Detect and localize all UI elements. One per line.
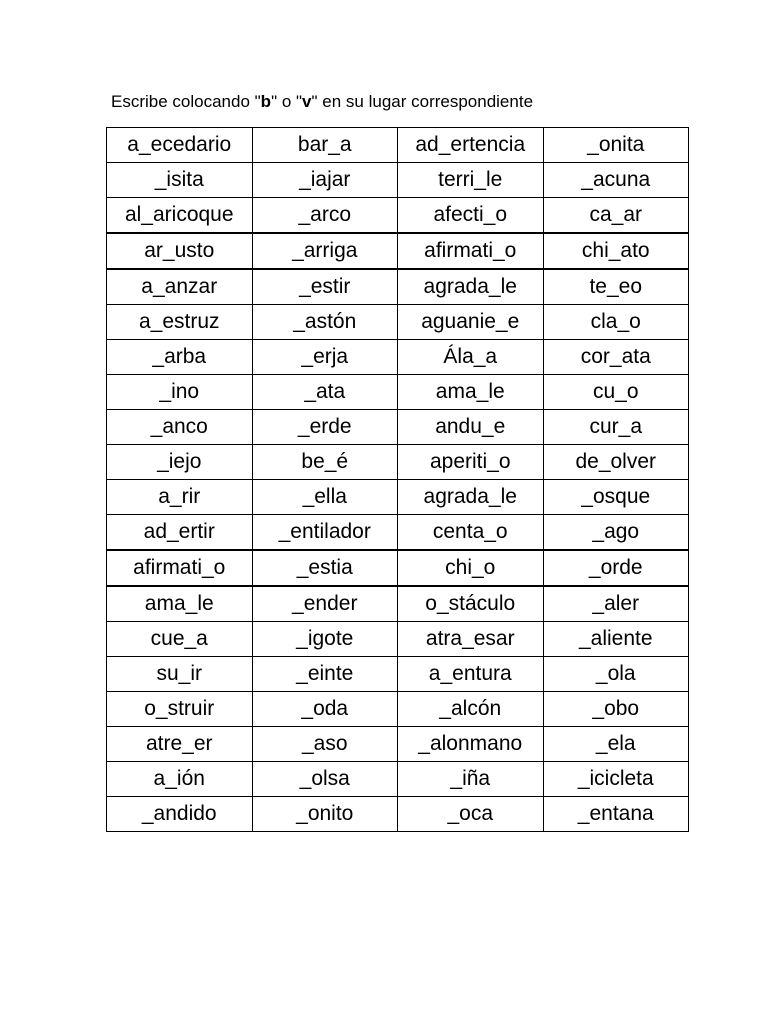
word-cell: andu_e <box>398 410 544 445</box>
word-cell: _acuna <box>543 163 689 198</box>
table-row <box>107 198 689 234</box>
word-cell: _isita <box>107 163 253 198</box>
word-cell: terri_le <box>398 163 544 198</box>
word-cell: ad_ertencia <box>398 128 544 163</box>
word-cell: _olsa <box>252 762 398 797</box>
instruction-letter-b: b <box>260 92 272 111</box>
word-cell: a_entura <box>398 657 544 692</box>
word-cell: _ola <box>543 657 689 692</box>
word-cell: chi_ato <box>543 233 689 269</box>
word-cell: bar_a <box>252 128 398 163</box>
word-cell: _entana <box>543 797 689 832</box>
word-cell: _iajar <box>252 163 398 198</box>
word-cell: _ago <box>543 515 689 551</box>
instruction-middle: " o " <box>271 92 303 111</box>
word-cell: _einte <box>252 657 398 692</box>
word-cell: _iejo <box>107 445 253 480</box>
word-cell: _alcón <box>398 692 544 727</box>
word-cell: atre_er <box>107 727 253 762</box>
table-row <box>107 692 689 727</box>
word-cell: _orde <box>543 550 689 586</box>
word-cell: a_ión <box>107 762 253 797</box>
word-table <box>106 127 689 832</box>
word-cell: a_ecedario <box>107 128 253 163</box>
table-row <box>107 233 689 269</box>
word-cell: a_rir <box>107 480 253 515</box>
word-cell: _anco <box>107 410 253 445</box>
word-cell: cur_a <box>543 410 689 445</box>
word-cell: ar_usto <box>107 233 253 269</box>
table-row <box>107 480 689 515</box>
table-row <box>107 305 689 340</box>
word-cell: _erde <box>252 410 398 445</box>
word-cell: _astón <box>252 305 398 340</box>
table-row <box>107 586 689 622</box>
table-row <box>107 269 689 305</box>
word-cell: _onita <box>543 128 689 163</box>
word-cell: afirmati_o <box>107 550 253 586</box>
word-table-body <box>107 128 689 832</box>
table-row <box>107 622 689 657</box>
word-cell: _arriga <box>252 233 398 269</box>
word-cell: _entilador <box>252 515 398 551</box>
word-cell: ama_le <box>107 586 253 622</box>
table-row <box>107 163 689 198</box>
word-cell: _estir <box>252 269 398 305</box>
word-cell: _aso <box>252 727 398 762</box>
table-row <box>107 550 689 586</box>
word-cell: _erja <box>252 340 398 375</box>
word-cell: o_struir <box>107 692 253 727</box>
instruction-after: " en su lugar correspondiente <box>311 92 534 111</box>
word-cell: afecti_o <box>398 198 544 234</box>
word-cell: _igote <box>252 622 398 657</box>
table-row <box>107 515 689 551</box>
word-cell: _alonmano <box>398 727 544 762</box>
word-cell: _osque <box>543 480 689 515</box>
word-cell: ca_ar <box>543 198 689 234</box>
word-cell: al_aricoque <box>107 198 253 234</box>
word-cell: cor_ata <box>543 340 689 375</box>
word-cell: _aler <box>543 586 689 622</box>
word-cell: afirmati_o <box>398 233 544 269</box>
word-cell: aguanie_e <box>398 305 544 340</box>
word-cell: centa_o <box>398 515 544 551</box>
word-cell: cla_o <box>543 305 689 340</box>
word-cell: agrada_le <box>398 269 544 305</box>
word-cell: ad_ertir <box>107 515 253 551</box>
table-row <box>107 657 689 692</box>
word-cell: _arco <box>252 198 398 234</box>
word-cell: su_ir <box>107 657 253 692</box>
instruction-letter-v: v <box>302 92 312 111</box>
word-cell: _oda <box>252 692 398 727</box>
word-cell: _ela <box>543 727 689 762</box>
table-row <box>107 340 689 375</box>
word-cell: aperiti_o <box>398 445 544 480</box>
word-cell: o_stáculo <box>398 586 544 622</box>
word-cell: Ála_a <box>398 340 544 375</box>
word-cell: _ender <box>252 586 398 622</box>
word-cell: a_estruz <box>107 305 253 340</box>
word-cell: _aliente <box>543 622 689 657</box>
table-row <box>107 445 689 480</box>
word-cell: agrada_le <box>398 480 544 515</box>
word-cell: de_olver <box>543 445 689 480</box>
table-row <box>107 762 689 797</box>
word-cell: chi_o <box>398 550 544 586</box>
word-cell: _andido <box>107 797 253 832</box>
word-cell: ama_le <box>398 375 544 410</box>
word-cell: atra_esar <box>398 622 544 657</box>
word-cell: _ino <box>107 375 253 410</box>
table-row <box>107 128 689 163</box>
table-row <box>107 375 689 410</box>
word-cell: a_anzar <box>107 269 253 305</box>
word-cell: cue_a <box>107 622 253 657</box>
instruction-text <box>111 91 533 113</box>
table-row <box>107 410 689 445</box>
table-row <box>107 797 689 832</box>
word-cell: cu_o <box>543 375 689 410</box>
word-cell: te_eo <box>543 269 689 305</box>
word-cell: _iña <box>398 762 544 797</box>
word-cell: be_é <box>252 445 398 480</box>
word-cell: _icicleta <box>543 762 689 797</box>
word-cell: _ata <box>252 375 398 410</box>
word-cell: _onito <box>252 797 398 832</box>
table-row <box>107 727 689 762</box>
word-cell: _arba <box>107 340 253 375</box>
word-cell: _oca <box>398 797 544 832</box>
instruction-before: Escribe colocando " <box>111 92 261 111</box>
word-cell: _obo <box>543 692 689 727</box>
word-cell: _estia <box>252 550 398 586</box>
word-cell: _ella <box>252 480 398 515</box>
